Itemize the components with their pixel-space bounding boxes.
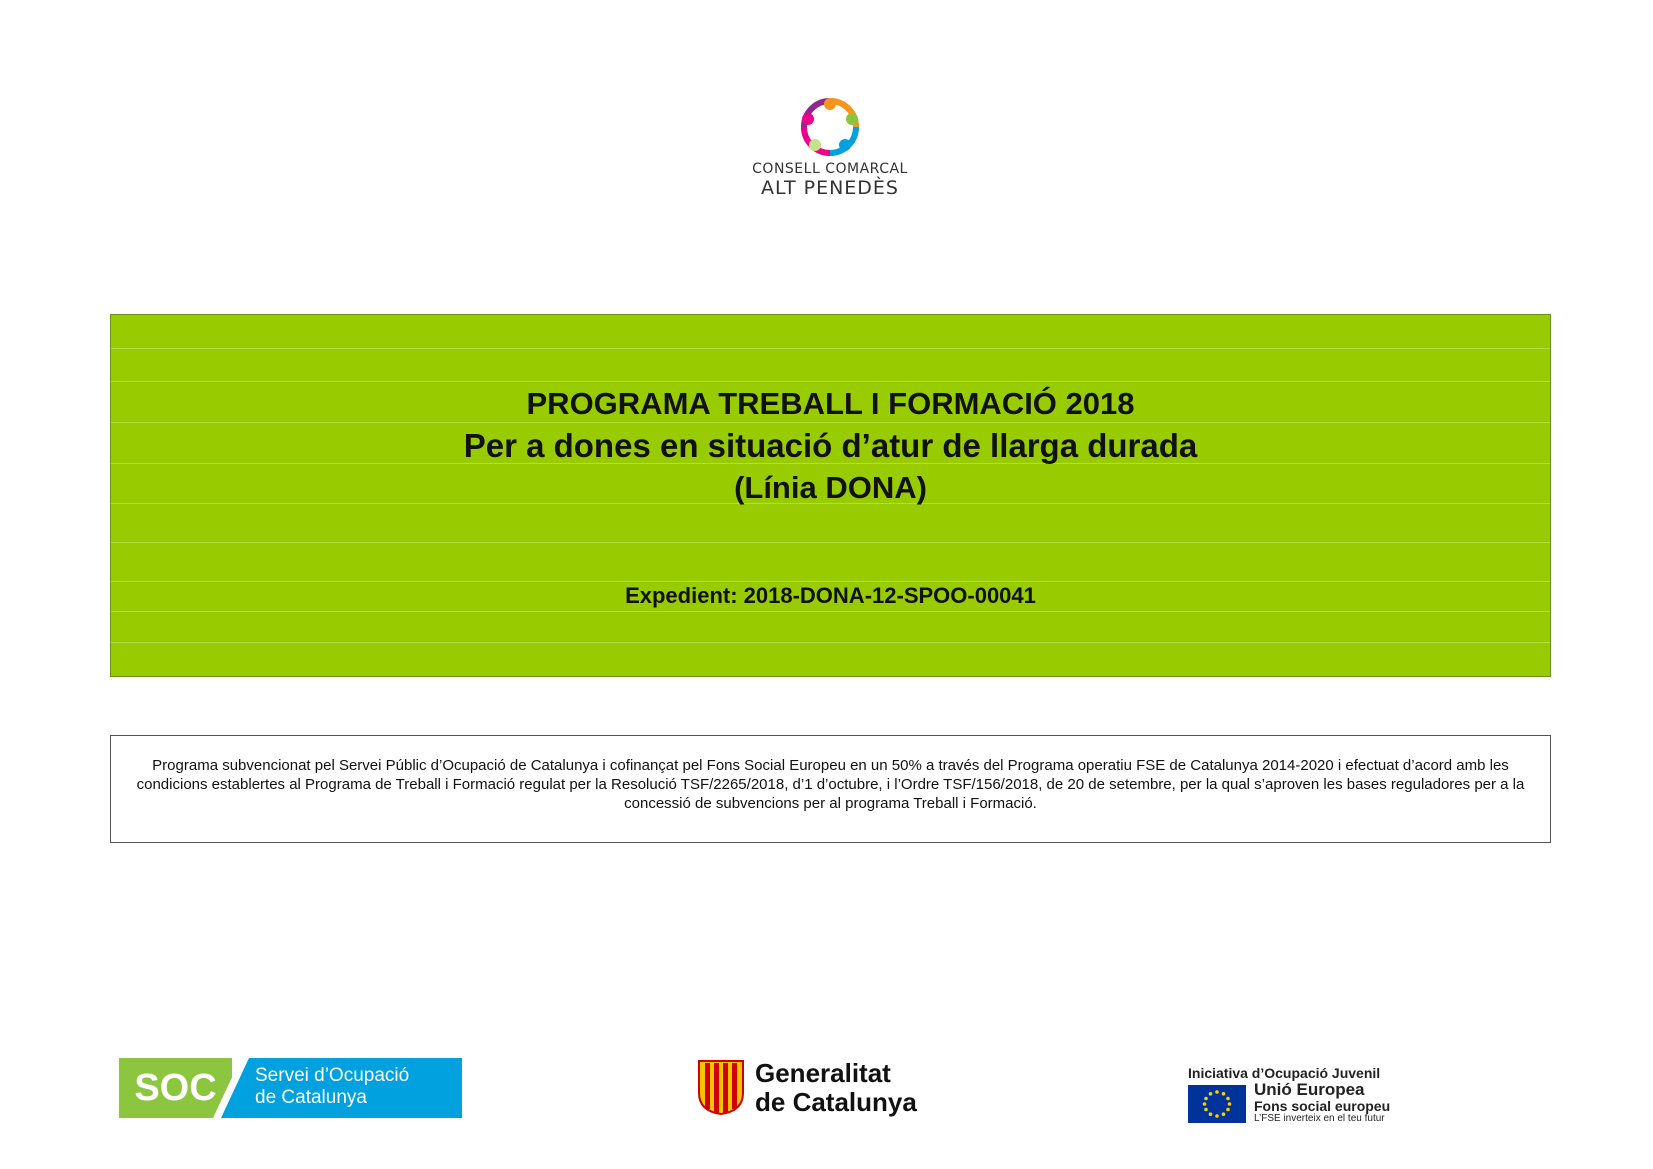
program-title-line2: Per a dones en situació d’atur de llarga durada <box>463 427 1198 464</box>
funding-notice-text: Programa subvencionat pel Servei Públic d’Ocupació de Catalunya i cofinançat pel Fons Social Europeu en un 50% a través del Programa operatiu FSE de Catalunya 2014-2020 i efectuat d’acord amb les condicions establertes al Programa de Treball i Formació regulat per la Resolució TSF/2265/2018, d’1 d’octubre, i l’Ordre TSF/156/2018, de 20 de setembre, per la qual s’aproven les bases reguladores per a la concessió de subvencions per al programa Treball i Formació. <box>136 757 1525 812</box>
generalitat-logo <box>697 1058 921 1116</box>
program-title-banner <box>110 314 1551 677</box>
banner-row-divider <box>111 642 1550 643</box>
consell-comarcal-line1: CONSELL COMARCAL <box>752 161 908 177</box>
eu-flag-icon <box>1188 1085 1246 1123</box>
generalitat-name-line1: Generalitat <box>755 1058 891 1088</box>
eu-name: Unió Europea <box>1254 1080 1365 1099</box>
consell-comarcal-emblem-icon <box>798 95 862 159</box>
soc-name <box>255 1065 409 1109</box>
program-title-line1: PROGRAMA TREBALL I FORMACIÓ 2018 <box>526 386 1135 421</box>
generalitat-name <box>755 1059 917 1117</box>
funding-notice-box <box>110 735 1551 843</box>
program-title <box>111 383 1550 508</box>
generalitat-shield-icon <box>697 1059 745 1115</box>
soc-name-line2: de Catalunya <box>255 1087 367 1108</box>
banner-row-divider <box>111 542 1550 543</box>
soc-acronym: SOC <box>119 1058 232 1118</box>
expedient-number: Expedient: 2018-DONA-12-SPOO-00041 <box>625 583 1036 608</box>
eu-fons-social: Fons social europeu <box>1254 1098 1391 1114</box>
eu-fse-logo <box>1188 1065 1418 1125</box>
soc-name-line1: Servei d’Ocupació <box>255 1065 410 1086</box>
banner-row-divider <box>111 611 1550 612</box>
eu-initiative-label: Iniciativa d’Ocupació Juvenil <box>1188 1065 1381 1081</box>
banner-row-divider <box>111 381 1550 382</box>
banner-row-divider <box>111 581 1550 582</box>
eu-tagline: L’FSE inverteix en el teu futur <box>1254 1113 1385 1124</box>
soc-logo <box>119 1058 462 1118</box>
program-title-line3: (Línia DONA) <box>734 470 927 505</box>
banner-row-divider <box>111 348 1550 349</box>
consell-comarcal-line2: ALT PENEDÈS <box>761 177 899 199</box>
consell-comarcal-logo <box>730 95 930 210</box>
generalitat-name-line2: de Catalunya <box>755 1087 917 1117</box>
